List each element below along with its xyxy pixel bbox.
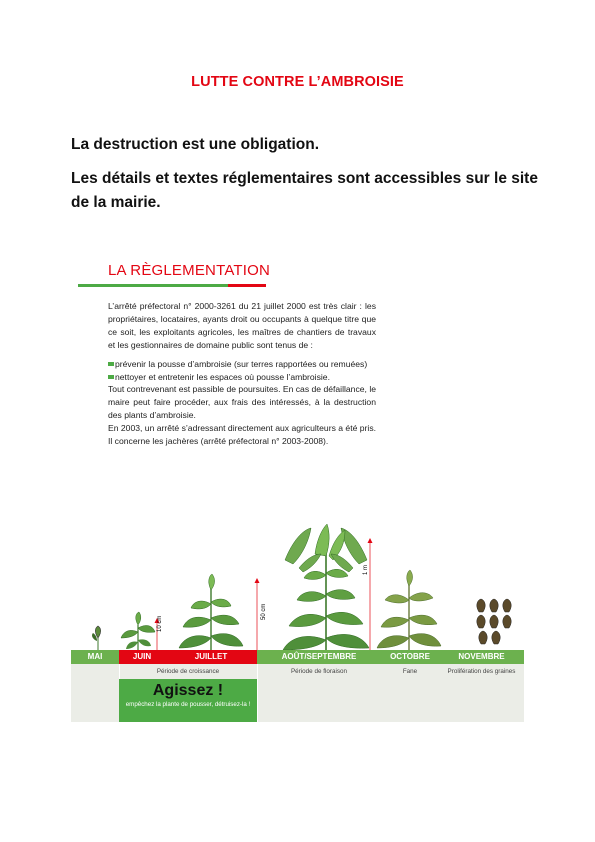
height-label-10cm: 10 cm [157,615,163,632]
call-to-action-box [119,679,257,722]
plant-octobre [377,570,441,650]
month-juin: JUIN [132,652,152,661]
period-proliferation: Prolifération des graines [447,668,516,675]
period-croissance: Période de croissance [156,668,220,675]
plant-aout-septembre [283,524,369,650]
reglementation-paragraph-3: En 2003, un arrêté s’adressant directement aux agriculteurs a été pris. Il concerne les jachères (arrêté préfectoral n° 2003-2008). [108,423,376,447]
height-arrow-50cm [255,578,260,650]
seeds-novembre [477,599,511,644]
month-timeline-bar [71,650,524,664]
cta-title: Agissez ! [152,682,224,699]
plant-juillet [179,574,243,650]
bullet-prevenir-text: prévenir la pousse d’ambroisie (sur terres rapportées ou remuées) [115,358,368,369]
month-juillet: JUILLET [194,652,228,661]
bullet-marker [108,375,114,379]
intro-details: Les détails et textes réglementaires sont accessibles sur le site de la mairie. [71,170,538,211]
period-floraison: Période de floraison [290,668,347,675]
bullet-prevenir [108,358,376,371]
cta-subtitle: empêchez la plante de pousser, détruisez-la ! [125,701,251,708]
ambroisie-growth-illustration [71,520,524,652]
height-label-1m: 1 m [363,564,369,575]
height-arrow-1m [368,538,373,650]
bullet-nettoyer [108,371,376,384]
height-label-50cm: 50 cm [261,603,267,620]
period-fane: Fane [402,668,418,675]
reglementation-heading: LA RÈGLEMENTATION [108,262,271,279]
page-title: LUTTE CONTRE L’AMBROISIE [191,74,404,90]
intro-obligation: La destruction est une obligation. [71,136,320,153]
month-aout-septembre: AOÛT/SEPTEMBRE [281,652,357,661]
reglementation-paragraph-1: L’arrêté préfectoral n° 2000-3261 du 21 juillet 2000 est très clair : les propriétaires, locataires, ayants droit ou occupants à quelque titre que ce soit, les exploitants agricoles, les maîtres de chantiers de travaux et les gestionnaires de domaine public sont tenus de : [108,301,376,350]
reglementation-paragraph-2: Tout contrevenant est passible de poursuites. En cas de défaillance, le maire peut faire procéder, aux frais des intéressés, à la destruction des plants d’ambroisie. [108,384,377,421]
heading-underline [78,284,266,287]
month-novembre: NOVEMBRE [458,652,505,661]
plant-juin [121,612,155,650]
reglementation-body [108,300,376,448]
month-octobre: OCTOBRE [390,652,430,661]
bullet-nettoyer-text: nettoyer et entretenir les espaces où pousse l’ambroisie. [115,371,330,382]
bullet-marker [108,362,114,366]
month-mai: MAI [87,652,103,661]
seedling-mai [92,626,101,650]
